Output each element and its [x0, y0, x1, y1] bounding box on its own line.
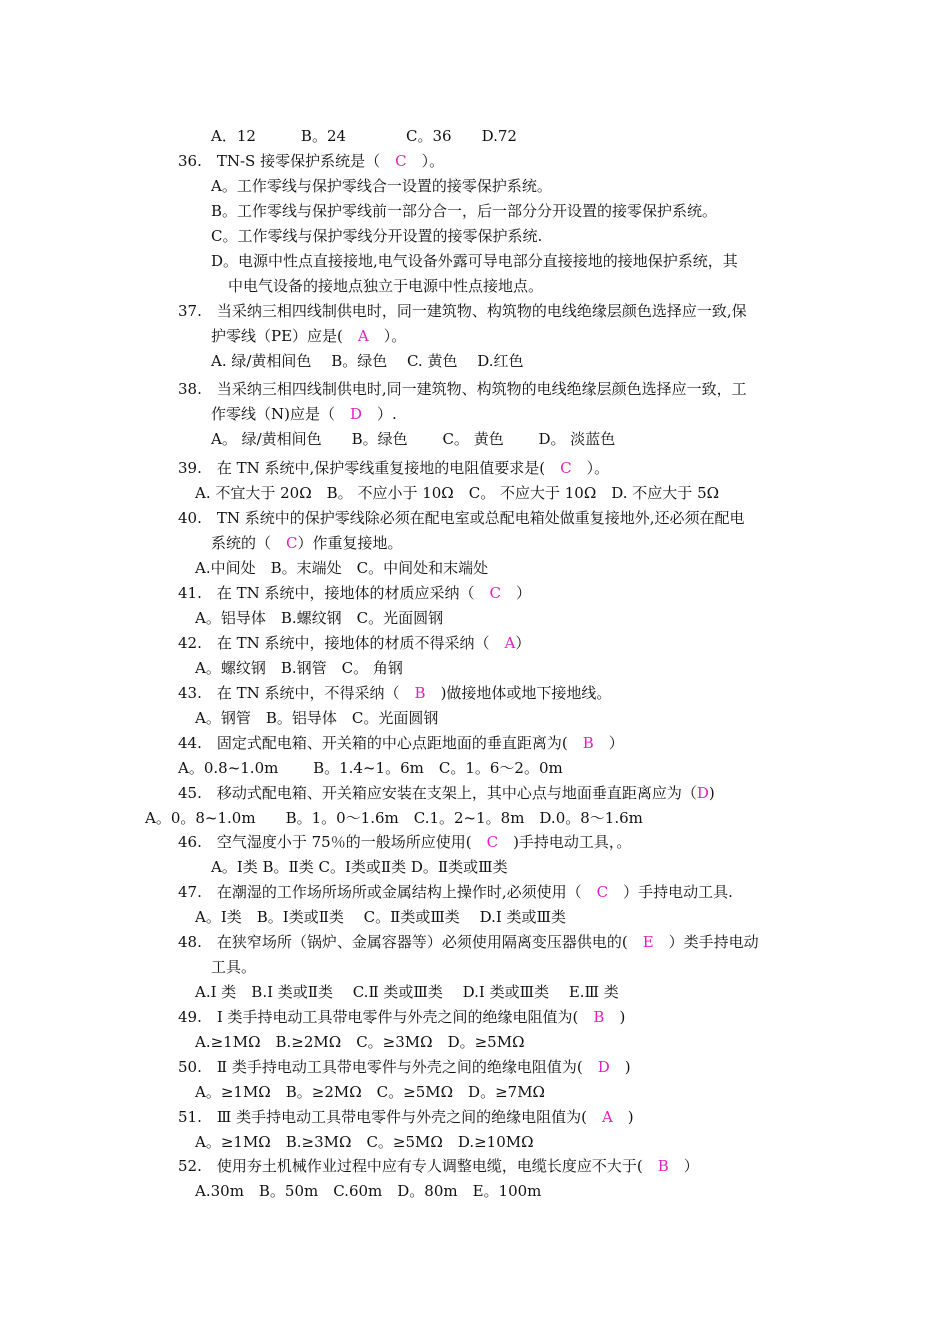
question-text: 作零线（N)应是（ — [211, 405, 350, 423]
question-text-tail: ）作重复接地。 — [297, 534, 403, 552]
answer-letter: A — [601, 1108, 613, 1126]
question-text: 49. Ⅰ 类手持电动工具带电零件与外壳之间的绝缘电阻值为( — [178, 1008, 594, 1026]
question-text-tail: )做接地体或地下接地线。 — [425, 684, 612, 702]
text-line: A。钢管 B。铝导体 C。光面圆钢 — [195, 709, 439, 727]
text-line: 中电气设备的接地点独立于电源中性点接地点。 — [228, 277, 544, 295]
text-line: A。 绿/黄相间色 B。绿色 C。 黄色 D。 淡蓝色 — [211, 430, 616, 448]
question-text-tail: ）手持电动工具. — [608, 883, 733, 901]
text-line: D。电源中性点直接接地,电气设备外露可导电部分直接接地的接地保护系统，其 — [211, 252, 738, 270]
answer-letter: B — [593, 1008, 605, 1026]
answer-letter: B — [657, 1157, 669, 1175]
text-line: A。0.8~1.0m B。1.4~1。6m C。1。6～2。0m — [178, 759, 563, 777]
text-line: A.中间处 B。末端处 C。中间处和末端处 — [195, 559, 489, 577]
question-text-tail: ) — [604, 1008, 626, 1026]
answer-letter: C — [596, 883, 609, 901]
question-text: 44. 固定式配电箱、开关箱的中心点距地面的垂直距离为( — [178, 734, 583, 752]
text-line: 37. 当采纳三相四线制供电时，同一建筑物、构筑物的电线绝缘层颜色选择应一致,保 — [178, 302, 747, 320]
question-line — [178, 583, 531, 603]
question-line — [178, 932, 759, 952]
question-text: 系统的（ — [211, 534, 287, 552]
text-line: C。工作零线与保护零线分开设置的接零保护系统. — [211, 227, 543, 245]
question-text-tail: ）. — [362, 405, 397, 423]
question-text: 45. 移动式配电箱、开关箱应安装在支架上，其中心点与地面垂直距离应为（ — [178, 784, 697, 802]
text-line: 40. TN 系统中的保护零线除必须在配电室或总配电箱处做重复接地外,还必须在配电 — [178, 509, 745, 527]
text-line: A。≥1MΩ B.≥3MΩ C。≥5MΩ D.≥10MΩ — [195, 1133, 534, 1151]
text-line: A. 绿/黄相间色 B。绿色 C. 黄色 D.红色 — [211, 352, 524, 370]
question-line — [178, 633, 530, 653]
question-text-tail: )手持电动工具，。 — [498, 833, 632, 851]
answer-letter: D — [349, 405, 363, 423]
question-text: 48. 在狭窄场所（锅炉、金属容器等）必须使用隔离变压器供电的( — [178, 933, 643, 951]
text-line: 工具。 — [211, 958, 257, 976]
question-line — [178, 1057, 631, 1077]
question-line — [178, 783, 715, 803]
question-line — [178, 882, 733, 902]
text-line: A.≥1MΩ B.≥2MΩ C。≥3MΩ D。≥5MΩ — [195, 1033, 525, 1051]
question-text-tail: ） — [593, 734, 624, 752]
question-text-tail: ) — [708, 784, 715, 802]
question-text-tail: ）。 — [368, 327, 407, 345]
answer-letter: C — [486, 833, 499, 851]
answer-letter: B — [414, 684, 426, 702]
text-line: A。Ⅰ类 B。Ⅰ类或Ⅱ类 C。Ⅱ类或Ⅲ类 D.Ⅰ 类或Ⅲ类 — [195, 908, 566, 926]
question-text-tail: ） — [668, 1157, 699, 1175]
text-line: A。Ⅰ类 B。Ⅱ类 C。Ⅰ类或Ⅱ类 D。Ⅱ类或Ⅲ类 — [211, 858, 508, 876]
text-line: A。工作零线与保护零线合一设置的接零保护系统。 — [211, 177, 552, 195]
answer-letter: C — [489, 584, 502, 602]
question-line — [178, 1156, 699, 1176]
text-line: A。螺纹钢 B.钢管 C。 角钢 — [195, 659, 403, 677]
answer-letter: C — [286, 534, 298, 552]
question-line — [178, 733, 624, 753]
text-line: A.Ⅰ 类 B.Ⅰ 类或Ⅱ类 C.Ⅱ 类或Ⅲ类 D.Ⅰ 类或Ⅲ类 E.Ⅲ 类 — [195, 983, 619, 1001]
question-text: 51. Ⅲ 类手持电动工具带电零件与外壳之间的绝缘电阻值为( — [178, 1108, 602, 1126]
question-line — [211, 326, 406, 346]
text-line: 38. 当采纳三相四线制供电时,同一建筑物、构筑物的电线绝缘层颜色选择应一致，工 — [178, 380, 747, 398]
question-text: 43. 在 TN 系统中，不得采纳（ — [178, 684, 415, 702]
question-text-tail: ）。 — [571, 459, 610, 477]
question-text: 41. 在 TN 系统中，接地体的材质应采纳（ — [178, 584, 490, 602]
question-line — [178, 832, 631, 852]
answer-letter: C — [395, 152, 407, 170]
question-line — [178, 683, 611, 703]
question-line — [211, 404, 397, 424]
text-line: A。≥1MΩ B。≥2MΩ C。≥5MΩ D。≥7MΩ — [195, 1083, 545, 1101]
question-text: 39. 在 TN 系统中,保护零线重复接地的电阻值要求是( — [178, 459, 561, 477]
question-text: 46. 空气湿度小于 75％的一般场所应使用( — [178, 833, 487, 851]
question-text: 47. 在潮湿的工作场所场所或金属结构上操作时,必须使用（ — [178, 883, 597, 901]
text-line: A。铝导体 B.螺纹钢 C。光面圆钢 — [195, 609, 444, 627]
question-line — [211, 533, 403, 553]
question-text-tail: ）。 — [406, 152, 445, 170]
question-text: 护零线（PE）应是( — [211, 327, 358, 345]
answer-letter: A — [357, 327, 369, 345]
answer-letter: E — [642, 933, 654, 951]
question-text-tail: ) — [609, 1058, 631, 1076]
answer-letter: D — [597, 1058, 610, 1076]
question-text-tail: ）类手持电动 — [653, 933, 759, 951]
question-text: 50. Ⅱ 类手持电动工具带电零件与外壳之间的绝缘电阻值为( — [178, 1058, 598, 1076]
answer-letter: C — [560, 459, 572, 477]
question-line — [178, 151, 444, 171]
question-text-tail: ） — [515, 634, 531, 652]
answer-letter: D — [696, 784, 709, 802]
question-line — [178, 1107, 634, 1127]
text-line: A.30m B。50m C.60m D。80m E。100m — [195, 1182, 542, 1200]
question-text: 36. TN-S 接零保护系统是（ — [178, 152, 396, 170]
text-line: A。0。8~1.0m B。1。0～1.6m C.1。2~1。8m D.0。8～1.6m — [145, 809, 643, 827]
answer-letter: A — [504, 634, 516, 652]
text-line: A. 不宜大于 20Ω B。 不应小于 10Ω C。 不应大于 10Ω D. 不应大于 5Ω — [195, 484, 720, 502]
question-text-tail: ) — [612, 1108, 634, 1126]
question-text-tail: ） — [501, 584, 532, 602]
question-text: 42. 在 TN 系统中，接地体的材质不得采纳（ — [178, 634, 505, 652]
text-line: B。工作零线与保护零线前一部分合一，后一部分分开设置的接零保护系统。 — [211, 202, 718, 220]
text-line: A．12 B。24 C。36 D.72 — [211, 127, 517, 145]
question-line — [178, 458, 609, 478]
question-line — [178, 1007, 625, 1027]
question-text: 52. 使用夯土机械作业过程中应有专人调整电缆，电缆长度应不大于( — [178, 1157, 658, 1175]
answer-letter: B — [582, 734, 594, 752]
